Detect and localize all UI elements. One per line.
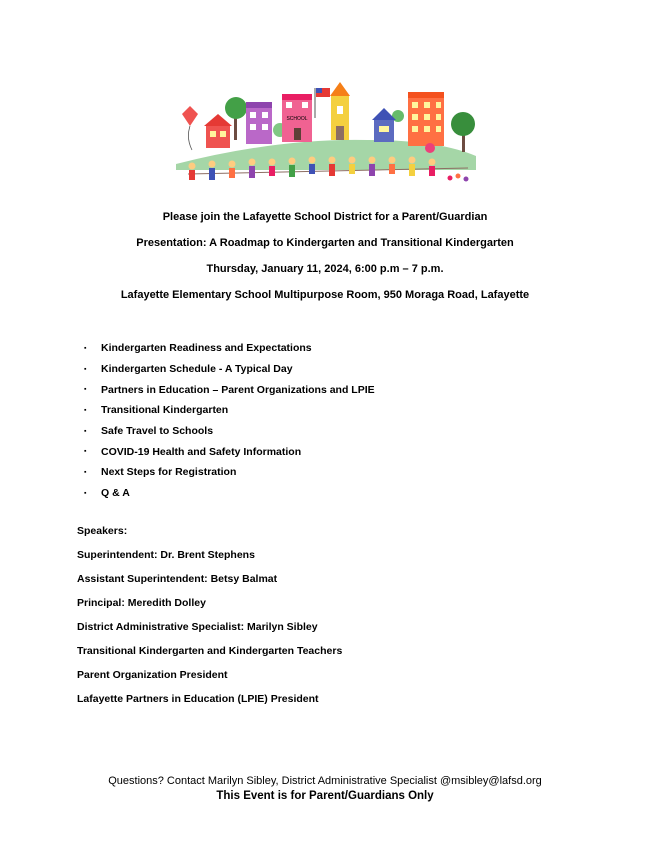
flowers-icon	[448, 174, 469, 182]
speaker-line: Parent Organization President	[77, 669, 228, 681]
apartment-icon	[408, 92, 444, 146]
agenda-item: ▪ Safe Travel to Schools	[84, 425, 214, 438]
building-icon	[246, 102, 272, 144]
speaker-line: Superintendent: Dr. Brent Stephens	[77, 549, 255, 561]
speaker-line: Assistant Superintendent: Betsy Balmat	[77, 573, 278, 585]
speaker-line: Lafayette Partners in Education (LPIE) President	[77, 693, 319, 705]
agenda-item: ▪ COVID-19 Health and Safety Information	[84, 445, 302, 458]
audience-note: This Event is for Parent/Guardians Only	[216, 790, 434, 802]
bullet-icon: ▪	[84, 386, 87, 394]
school-town-illustration	[168, 78, 482, 198]
speakers-section	[77, 524, 342, 716]
school-building-icon	[282, 94, 312, 142]
house-icon	[372, 108, 396, 142]
speakers-heading: Speakers:	[77, 525, 128, 537]
bullet-icon: ▪	[84, 489, 87, 497]
house-icon	[204, 114, 232, 148]
speaker-line: District Administrative Specialist: Marilyn Sibley	[77, 621, 318, 633]
tree-icon	[451, 112, 475, 136]
presentation-title: Presentation: A Roadmap to Kindergarten and Transitional Kindergarten	[136, 237, 514, 249]
agenda-item: ▪ Kindergarten Schedule - A Typical Day	[84, 363, 293, 376]
agenda-item: ▪ Next Steps for Registration	[84, 466, 237, 479]
speaker-line: Transitional Kindergarten and Kindergarten Teachers	[77, 645, 343, 657]
bullet-icon: ▪	[84, 468, 87, 476]
church-icon	[330, 82, 350, 140]
agenda-item: ▪ Partners in Education – Parent Organizations and LPIE	[84, 383, 375, 396]
contact-line: Questions? Contact Marilyn Sibley, District Administrative Specialist @msibley@lafsd.org	[108, 775, 542, 787]
balloon-icon	[425, 143, 435, 153]
svg-text:SCHOOL: SCHOOL	[286, 116, 308, 122]
agenda-item: ▪ Q & A	[84, 487, 130, 500]
agenda-item: ▪ Transitional Kindergarten	[84, 404, 229, 417]
invitation-line: Please join the Lafayette School District for a Parent/Guardian	[162, 211, 488, 223]
tree-icon	[225, 97, 247, 119]
flag-icon	[315, 88, 330, 118]
kite-icon	[182, 106, 198, 150]
bullet-icon: ▪	[84, 448, 87, 456]
bullet-icon: ▪	[84, 427, 87, 435]
bullet-icon: ▪	[84, 365, 87, 373]
agenda-list	[84, 338, 375, 504]
bullet-icon: ▪	[84, 344, 87, 352]
event-location: Lafayette Elementary School Multipurpose Room, 950 Moraga Road, Lafayette	[120, 289, 530, 301]
speaker-line: Principal: Meredith Dolley	[77, 597, 206, 609]
agenda-item: ▪ Kindergarten Readiness and Expectations	[84, 342, 312, 355]
event-datetime: Thursday, January 11, 2024, 6:00 p.m – 7 p.m.	[206, 263, 444, 275]
bullet-icon: ▪	[84, 406, 87, 414]
